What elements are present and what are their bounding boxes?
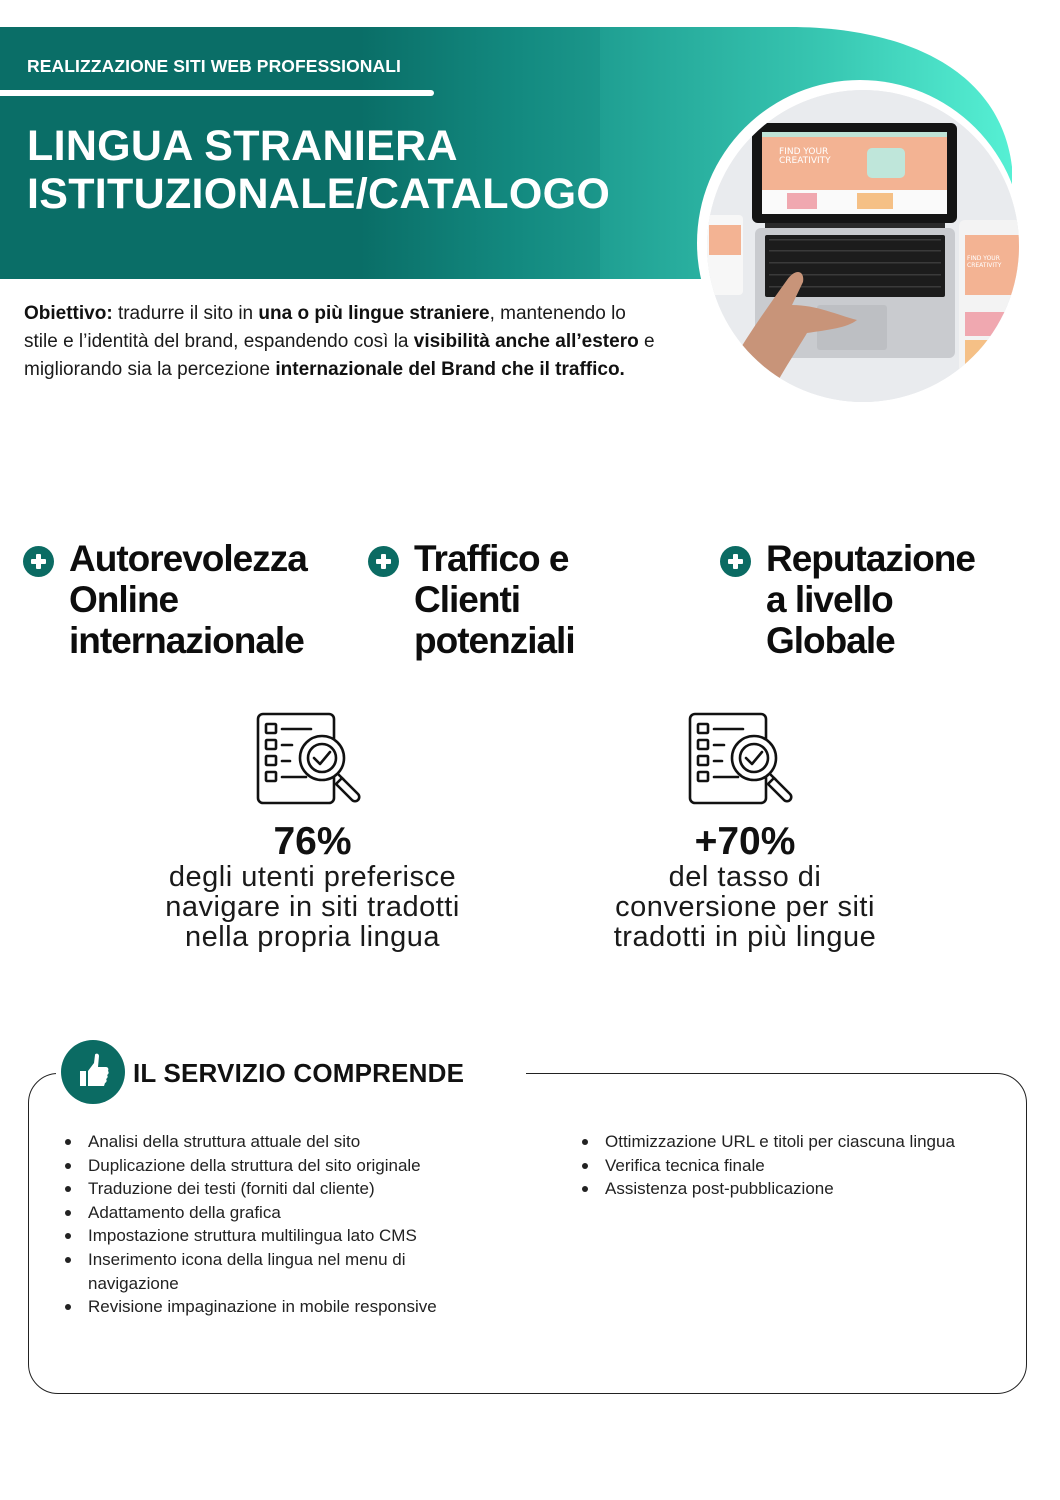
service-list-left <box>64 1130 534 1319</box>
service-item: Revisione impaginazione in mobile responsive <box>64 1295 534 1319</box>
benefit-line: Globale <box>766 620 895 661</box>
stat-value: +70% <box>694 820 796 863</box>
svg-text:FIND YOUR: FIND YOUR <box>967 255 1000 262</box>
service-item: Duplicazione della struttura del sito originale <box>64 1154 534 1178</box>
objective-text: e migliorando sia la percezione <box>24 331 655 380</box>
stat-description <box>545 862 945 952</box>
plus-circle-icon <box>23 546 54 577</box>
svg-text:CREATIVITY: CREATIVITY <box>779 156 831 166</box>
benefit-label <box>69 538 307 661</box>
eyebrow-heading: REALIZZAZIONE SITI WEB PROFESSIONALI <box>27 56 402 76</box>
benefit-line: potenziali <box>414 620 575 661</box>
service-item: Analisi della struttura attuale del sito <box>64 1130 534 1154</box>
plus-circle-icon <box>368 546 399 577</box>
objective-highlight: una o più lingue straniere <box>258 303 490 324</box>
stat-line: degli utenti preferisce <box>168 861 457 893</box>
benefit-line: Traffico e <box>414 538 569 579</box>
benefit-line: internazionale <box>69 620 304 661</box>
eyebrow-divider <box>0 90 434 96</box>
service-item: Verifica tecnica finale <box>581 1154 981 1178</box>
benefit-line: Reputazione <box>766 538 975 579</box>
stat-value: 76% <box>273 820 352 863</box>
benefit-autorevolezza <box>23 538 307 661</box>
objective-paragraph <box>24 300 664 384</box>
objective-text: , mantenendo lo stile e l’identità del brand, espandendo così la <box>24 303 626 352</box>
title-line-1: LINGUA STRANIERA <box>27 122 458 170</box>
objective-label: Obiettivo: <box>24 303 113 324</box>
thumbs-up-icon <box>61 1040 125 1104</box>
service-item: Ottimizzazione URL e titoli per ciascuna lingua <box>581 1130 966 1154</box>
objective-highlight: internazionale del Brand che il traffico. <box>275 359 625 380</box>
benefit-reputazione <box>720 538 975 661</box>
objective-text: tradurre il sito in <box>112 303 259 324</box>
hero-photo-laptop <box>707 90 1019 402</box>
checklist-magnifier-icon <box>688 712 802 806</box>
stat-line: tradotti in più lingue <box>613 921 877 953</box>
service-list-right <box>581 1130 981 1201</box>
plus-circle-icon <box>720 546 751 577</box>
benefit-label <box>414 538 575 661</box>
service-heading: IL SERVIZIO COMPRENDE <box>133 1058 465 1088</box>
service-item: Adattamento della grafica <box>64 1201 534 1225</box>
stat-card-76 <box>110 712 515 952</box>
stat-line: navigare in siti tradotti <box>165 891 460 923</box>
service-item: Assistenza post-pubblicazione <box>581 1177 981 1201</box>
service-item: Inserimento icona della lingua nel menu di navigazione <box>64 1248 494 1295</box>
stat-line: del tasso di <box>668 861 822 893</box>
stat-card-70 <box>545 712 945 952</box>
stat-description <box>110 862 515 952</box>
benefit-label <box>766 538 975 661</box>
checklist-magnifier-icon <box>256 712 370 806</box>
stat-line: nella propria lingua <box>184 921 441 953</box>
benefit-line: Autorevolezza <box>69 538 307 579</box>
benefit-line: Clienti <box>414 579 521 620</box>
benefit-line: a livello <box>766 579 893 620</box>
svg-text:CREATIVITY: CREATIVITY <box>967 262 1002 269</box>
objective-highlight: visibilità anche all’estero <box>413 331 639 352</box>
stat-line: conversione per siti <box>615 891 875 923</box>
service-badge <box>61 1040 125 1104</box>
page-title <box>27 122 610 218</box>
benefit-traffico <box>368 538 575 661</box>
benefit-line: Online <box>69 579 179 620</box>
service-item: Traduzione dei testi (forniti dal cliente) <box>64 1177 534 1201</box>
service-item: Impostazione struttura multilingua lato CMS <box>64 1224 534 1248</box>
svg-text:FIND YOUR: FIND YOUR <box>779 147 829 157</box>
laptop-devices-illustration <box>707 90 1019 402</box>
title-line-2: ISTITUZIONALE/CATALOGO <box>27 170 611 218</box>
